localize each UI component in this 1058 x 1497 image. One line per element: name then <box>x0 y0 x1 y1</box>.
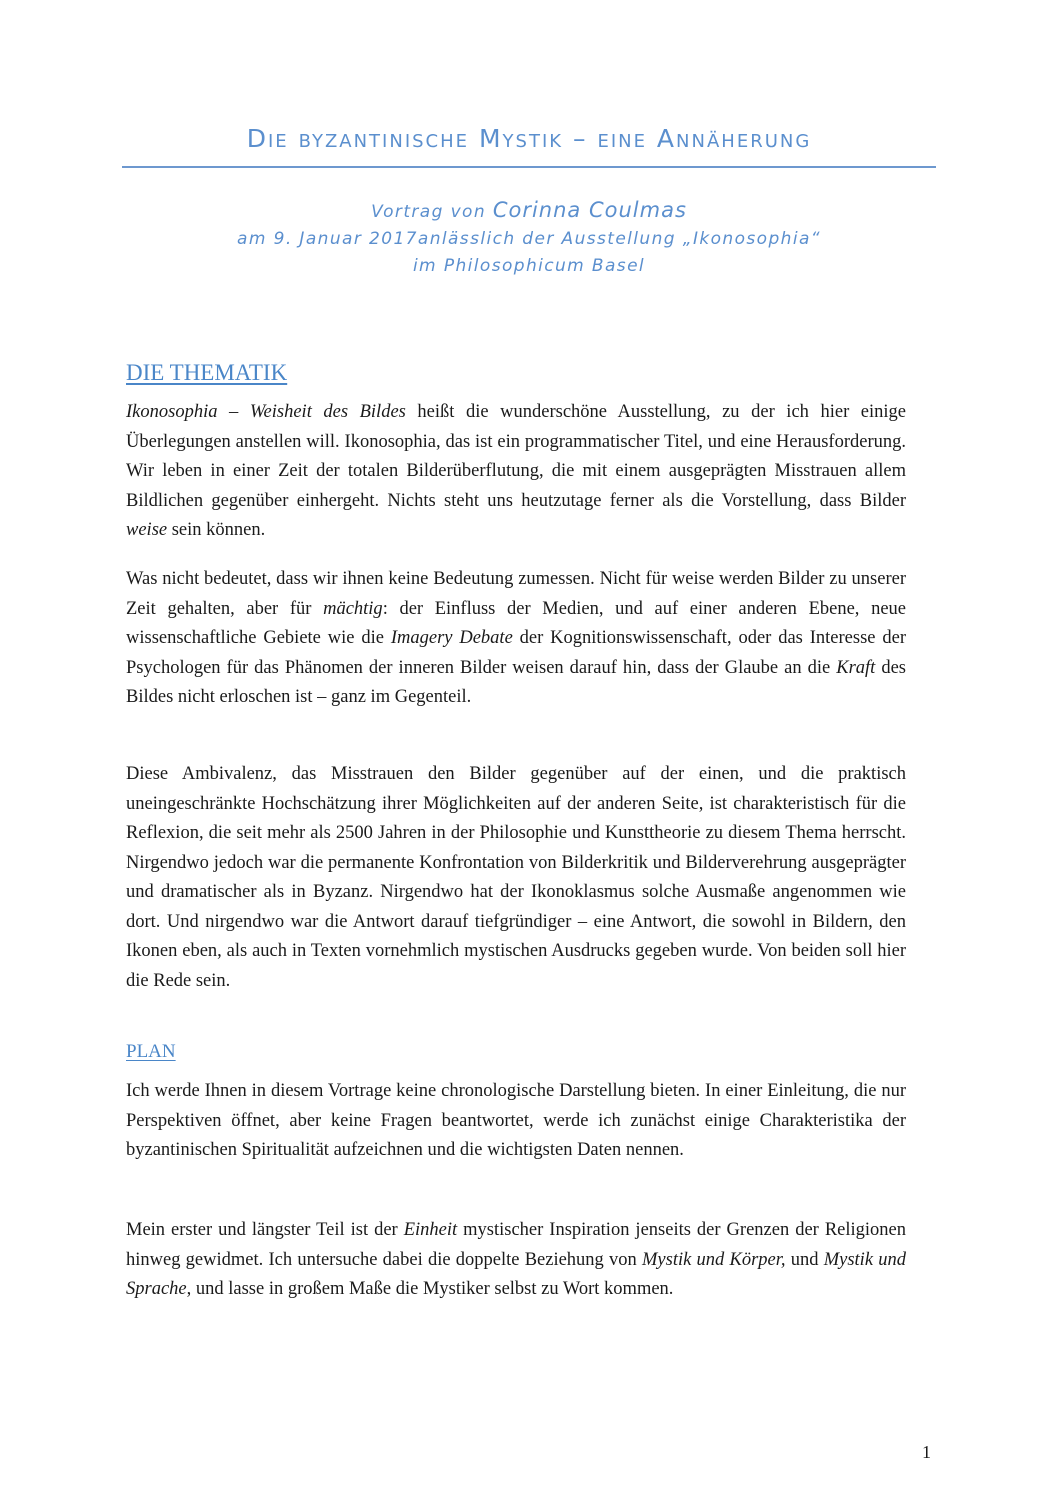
body-text: Diese Ambivalenz, das Misstrauen den Bilder gegenüber auf der einen, und die praktisch uneingeschränkte Hochschätzung ihrer Möglichkeiten auf der anderen Seite, ist charakteristisch für die Reflexion, die seit mehr als 2500 Jahren in der Philosophie und Kunsttheorie zu diesem Thema herrscht. Nirgendwo jedoch war die permanente Konfrontation von Bilderkritik und Bilderverehrung ausgeprägter und dramatischer als in Byzanz. Nirgendwo hat der Ikonoklasmus solche Ausmaße angenommen wie dort. Und nirgendwo war die Antwort darauf tiefgründiger – eine Antwort, die sowohl in Bildern, den Ikonen eben, als auch in Texten vornehmlich mystischen Ausdrucks gegeben wurde. Von beiden soll hier die Rede sein. <box>126 764 906 991</box>
body-text: mystischer Inspiration jenseits der Grenzen der Religionen hinweg gewidmet. Ich untersuche dabei die doppelte Beziehung von <box>126 1220 906 1270</box>
body-text: Mein erster und längster Teil ist der <box>126 1220 404 1240</box>
paragraph-3 <box>126 760 906 996</box>
body-text: : der Einfluss der Medien, und auf einer anderen Ebene, neue wissenschaftliche Gebiete wie die <box>126 598 906 648</box>
emph-text: weise <box>126 520 168 540</box>
subtitle-line-2: am 9. Januar 2017anlässlich der Ausstellung „Ikonosophia“ <box>237 229 821 249</box>
section-heading-thematik: DIE THEMATIK <box>126 360 288 385</box>
body-text: und <box>785 1249 824 1270</box>
subtitle-line-1 <box>122 197 936 226</box>
author-name: Corinna Coulmas <box>492 198 687 222</box>
paragraph-4 <box>126 1077 906 1166</box>
body-text: Ich werde Ihnen in diesem Vortrage keine chronologische Darstellung bieten. In einer Einleitung, die nur Perspektiven öffnet, aber keine Fragen beantwortet, werde ich zunächst einige Charakteristika der byzantinischen Spiritualität aufzeichnen und die wichtigsten Daten nennen. <box>126 1081 906 1160</box>
emph-text: Imagery Debate <box>390 628 513 648</box>
body-text: des Bildes nicht erloschen ist – ganz im Gegenteil. <box>126 657 906 707</box>
body-text: Was nicht bedeutet, dass wir ihnen keine Bedeutung zumessen. Nicht für weise werden Bilder zu unserer Zeit gehalten, aber für <box>126 569 906 619</box>
paragraph-2 <box>126 565 906 713</box>
paragraph-5 <box>126 1216 906 1305</box>
body-text: der Kognitionswissenschaft, oder das Interesse der Psychologen für das Phänomen der inneren Bilder weisen darauf hin, dass der Glaube an die <box>126 628 906 678</box>
document-title: Die byzantinische Mystik – eine Annäherung <box>246 124 812 153</box>
paragraph-1 <box>126 398 906 546</box>
emph-text: Kraft <box>836 657 876 678</box>
body-text: , und lasse in großem Maße die Mystiker selbst zu Wort kommen. <box>186 1279 674 1299</box>
body-text: sein können. <box>167 520 266 540</box>
section-heading-plan: PLAN <box>126 1041 176 1062</box>
document-subtitle <box>122 197 936 280</box>
emph-text: Mystik und Sprache <box>126 1249 906 1299</box>
subtitle-prefix: Vortrag von <box>371 202 493 222</box>
body-text: heißt die wunderschöne Ausstellung, zu der ich hier einige Überlegungen anstellen will. Ikonosophia, das ist ein programmatischer Titel, und eine Herausforderung. Wir leben in einer Zeit der totalen Bilderüberflutung, die mit einem ausgeprägten Misstrauen allem Bildlichen gegenüber einhergeht. Nichts steht uns heutzutage ferner als die Vorstellung, dass Bilder <box>126 402 906 511</box>
emph-text: Mystik und Körper, <box>642 1249 786 1270</box>
emph-text: Einheit <box>403 1220 458 1240</box>
emph-text: mächtig <box>323 598 383 619</box>
subtitle-line-3: im Philosophicum Basel <box>412 256 646 276</box>
emph-text: Ikonosophia – Weisheit des Bildes <box>126 402 406 422</box>
page-number: 1 <box>922 1442 931 1462</box>
title-divider <box>122 166 936 168</box>
